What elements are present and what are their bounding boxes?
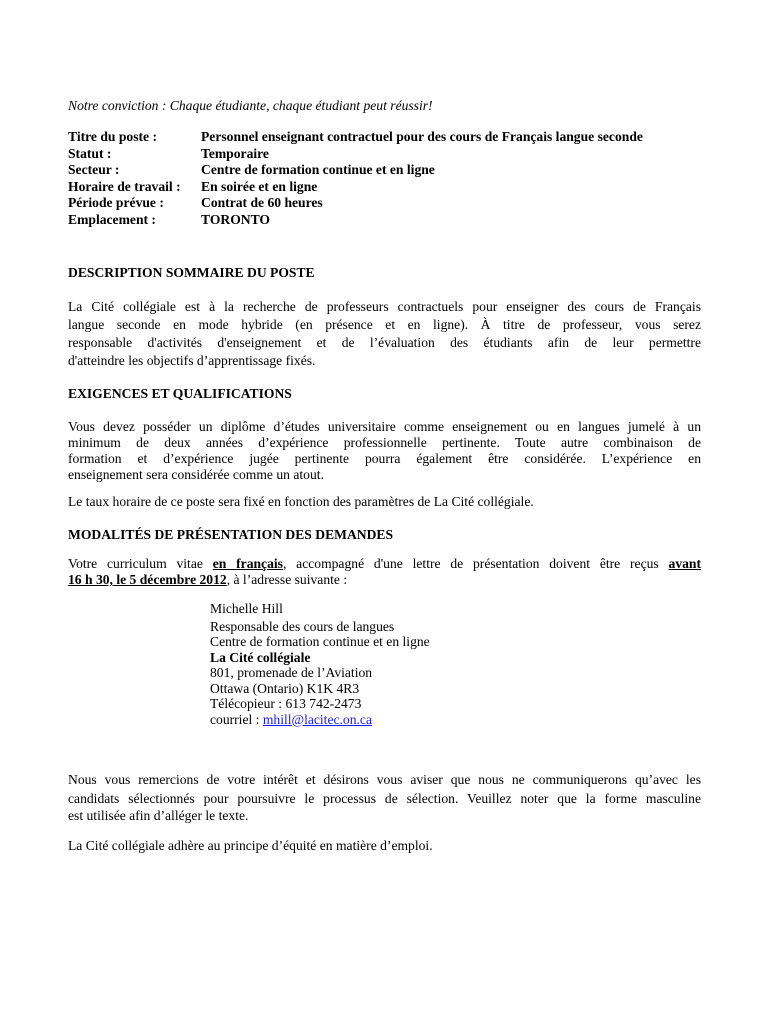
job-info-value: Centre de formation continue et en ligne bbox=[201, 162, 435, 177]
job-info-label: Secteur : bbox=[68, 162, 120, 177]
closing-line: candidats sélectionnés pour poursuivre le processus de sélection. Veuillez noter que la forme masculine bbox=[68, 791, 701, 806]
requirements-line: minimum de deux années d’expérience professionnelle pertinente. Toute autre combinaison de bbox=[68, 435, 701, 450]
job-info-value: Temporaire bbox=[201, 145, 269, 161]
hourly-rate-note: Le taux horaire de ce poste sera fixé en fonction des paramètres de La Cité collégiale. bbox=[68, 494, 534, 509]
requirements-line: Vous devez posséder un diplôme d’études universitaire comme enseignement ou en langues jumelé à un bbox=[68, 419, 701, 434]
description-line: langue seconde en mode hybride (en présence et en ligne). À titre de professeur, vous serez bbox=[68, 317, 701, 332]
description-line: d'atteindre les objectifs d’apprentissage fixés. bbox=[68, 353, 316, 368]
job-info-row bbox=[68, 195, 643, 212]
job-info-row bbox=[68, 179, 643, 196]
deadline: 16 h 30, le 5 décembre 2012 bbox=[68, 572, 227, 587]
intro-text: Votre curriculum vitae bbox=[68, 556, 213, 571]
job-info-label: Titre du poste : bbox=[68, 129, 157, 144]
description-heading: DESCRIPTION SOMMAIRE DU POSTE bbox=[68, 265, 315, 280]
city-postal: Ottawa (Ontario) K1K 4R3 bbox=[210, 680, 360, 696]
application-intro-line bbox=[68, 572, 347, 588]
email-line bbox=[210, 712, 430, 728]
requirements-line: formation et d’expérience jugée pertinente pourra également être considérée. L’expérience en bbox=[68, 451, 701, 466]
job-info-value: TORONTO bbox=[201, 211, 270, 227]
email-label: courriel : bbox=[210, 711, 263, 727]
street-address: 801, promenade de l’Aviation bbox=[210, 665, 373, 680]
application-intro-line bbox=[68, 556, 701, 572]
job-info-row bbox=[68, 146, 643, 163]
fax-number: Télécopieur : 613 742-2473 bbox=[210, 696, 362, 711]
mailing-address bbox=[210, 601, 430, 727]
job-info-value: En soirée et en ligne bbox=[201, 178, 318, 194]
job-info-row bbox=[68, 129, 643, 146]
closing-line: est utilisée afin d’alléger le texte. bbox=[68, 808, 249, 823]
job-info-label: Emplacement : bbox=[68, 211, 156, 227]
before-emphasis: avant bbox=[668, 556, 702, 571]
in-french-emphasis: en français bbox=[212, 556, 283, 571]
job-info-table bbox=[68, 129, 643, 228]
description-line: responsable d'activités d'enseignement et de l’évaluation des étudiants afin de leur permettre bbox=[68, 335, 701, 350]
requirements-heading: EXIGENCES ET QUALIFICATIONS bbox=[68, 386, 292, 401]
contact-department: Centre de formation continue et en ligne bbox=[210, 634, 430, 649]
job-info-value: Personnel enseignant contractuel pour des cours de Français langue seconde bbox=[201, 129, 643, 144]
closing-line: Nous vous remercions de votre intérêt et désirons vous aviser que nous ne communiquerons qu’avec les bbox=[68, 772, 701, 787]
job-info-label: Période prévue : bbox=[68, 195, 164, 210]
job-info-label: Statut : bbox=[68, 145, 112, 161]
organization-name: La Cité collégiale bbox=[210, 649, 311, 665]
contact-name: Michelle Hill bbox=[210, 601, 283, 616]
motto: Notre conviction : Chaque étudiante, chaque étudiant peut réussir! bbox=[68, 98, 433, 113]
email-link[interactable]: mhill@lacitec.on.ca bbox=[262, 711, 372, 727]
contact-title: Responsable des cours de langues bbox=[210, 618, 395, 634]
intro-text: , accompagné d'une lettre de présentation doivent être reçus bbox=[282, 556, 669, 571]
requirements-line: enseignement sera considérée comme un atout. bbox=[68, 467, 324, 482]
job-info-row bbox=[68, 162, 643, 179]
application-heading: MODALITÉS DE PRÉSENTATION DES DEMANDES bbox=[68, 527, 394, 542]
job-info-row bbox=[68, 212, 643, 229]
intro-text: , à l’adresse suivante : bbox=[226, 572, 348, 587]
description-line: La Cité collégiale est à la recherche de professeurs contractuels pour enseigner des cours de Français bbox=[68, 299, 701, 314]
job-info-label: Horaire de travail : bbox=[68, 178, 181, 194]
equity-statement: La Cité collégiale adhère au principe d’équité en matière d’emploi. bbox=[68, 838, 433, 853]
job-info-value: Contrat de 60 heures bbox=[201, 195, 323, 210]
